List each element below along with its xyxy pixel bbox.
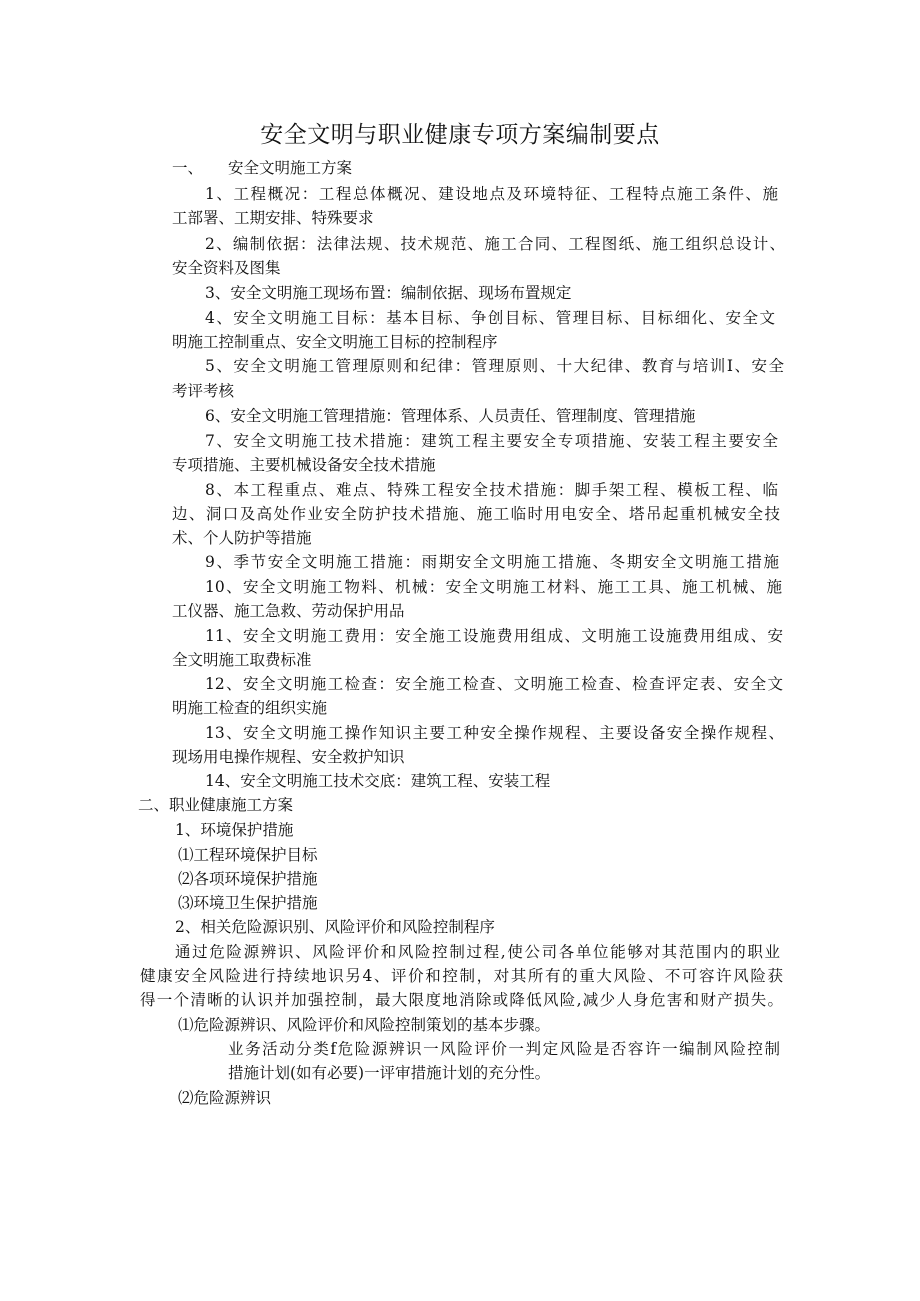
list-item-line: 明施工控制重点、安全文明施工目标的控制程序 (172, 333, 498, 351)
list-item-line: 专项措施、主要机械设备安全技术措施 (172, 456, 436, 474)
section-1-heading: 安全文明施工方案 (228, 159, 353, 177)
list-item-line: 工部署、工期安排、特殊要求 (172, 209, 374, 227)
paragraph-line: 健康安全风险进行持续地识另4、评价和控制，对其所有的重大风险、不可容许风险获 (140, 967, 783, 985)
section-1-number: 一、 (172, 159, 204, 177)
list-item-line: 9、季节安全文明施工措施：雨期安全文明施工措施、冬期安全文明施工措施 (205, 553, 779, 571)
subsection-heading: 1、环境保护措施 (175, 821, 294, 839)
section-2-heading: 二、职业健康施工方案 (138, 796, 294, 814)
list-item-line: 10、安全文明施工物料、机械：安全文明施工材料、施工工具、施工机械、施 (205, 578, 782, 596)
list-item-line: 明施工检查的组织实施 (172, 699, 328, 717)
list-item-line: 1、工程概况：工程总体概况、建设地点及环境特征、工程特点施工条件、施 (205, 185, 778, 203)
document-title: 安全文明与职业健康专项方案编制要点 (260, 122, 660, 148)
list-item-line: 11、安全文明施工费用：安全施工设施费用组成、文明施工设施费用组成、安 (205, 627, 783, 645)
list-item-line: 5、安全文明施工管理原则和纪律：管理原则、十大纪律、教育与培训I、安全 (205, 357, 784, 375)
paragraph-line: 得一个清晰的认识并加强控制，最大限度地消除或降低风险,减少人身危害和财产损失。 (140, 991, 783, 1009)
list-item-line: 8、本工程重点、难点、特殊工程安全技术措施：脚手架工程、模板工程、临 (205, 481, 778, 499)
list-item: ⑴工程环境保护目标 (178, 846, 318, 864)
step-heading: ⑵危险源辨识 (178, 1089, 272, 1107)
list-item: ⑵各项环境保护措施 (178, 870, 318, 888)
list-item-line: 14、安全文明施工技术交底：建筑工程、安装工程 (205, 772, 551, 790)
list-item-line: 6、安全文明施工管理措施：管理体系、人员责任、管理制度、管理措施 (205, 407, 696, 425)
list-item-line: 3、安全文明施工现场布置：编制依据、现场布置规定 (205, 284, 572, 302)
list-item-line: 术、个人防护等措施 (172, 529, 312, 547)
list-item-line: 安全资料及图集 (172, 259, 281, 277)
paragraph-line: 通过危险源辨识、风险评价和风险控制过程,使公司各单位能够对其范围内的职业 (175, 943, 780, 961)
list-item-line: 13、安全文明施工操作知识主要工种安全操作规程、主要设备安全操作规程、 (205, 724, 784, 742)
list-item: ⑶环境卫生保护措施 (178, 894, 318, 912)
list-item-line: 2、编制依据：法律法规、技术规范、施工合同、工程图纸、施工组织总设计、 (205, 235, 785, 253)
list-item-line: 边、洞口及高处作业安全防护技术措施、施工临时用电安全、塔吊起重机械安全技 (172, 505, 780, 523)
list-item-line: 全文明施工取费标准 (172, 651, 312, 669)
list-item-line: 工仪器、施工急救、劳动保护用品 (172, 602, 405, 620)
list-item-line: 12、安全文明施工检查：安全施工检查、文明施工检查、检查评定表、安全文 (205, 675, 783, 693)
subsection-heading: 2、相关危险源识别、风险评价和风险控制程序 (175, 918, 495, 936)
step-detail-line: 业务活动分类f危险源辨识一风险评价一判定风险是否容许一编制风险控制 (228, 1040, 780, 1058)
step-detail-line: 措施计划(如有必要)一评审措施计划的充分性。 (228, 1064, 551, 1082)
list-item-line: 7、安全文明施工技术措施：建筑工程主要安全专项措施、安装工程主要安全 (205, 432, 778, 450)
list-item-line: 现场用电操作规程、安全救护知识 (172, 748, 405, 766)
step-heading: ⑴危险源辨识、风险评价和风险控制策划的基本步骤。 (178, 1016, 551, 1034)
list-item-line: 4、安全文明施工目标：基本目标、争创目标、管理目标、目标细化、安全文 (205, 309, 775, 327)
list-item-line: 考评考核 (172, 382, 235, 400)
